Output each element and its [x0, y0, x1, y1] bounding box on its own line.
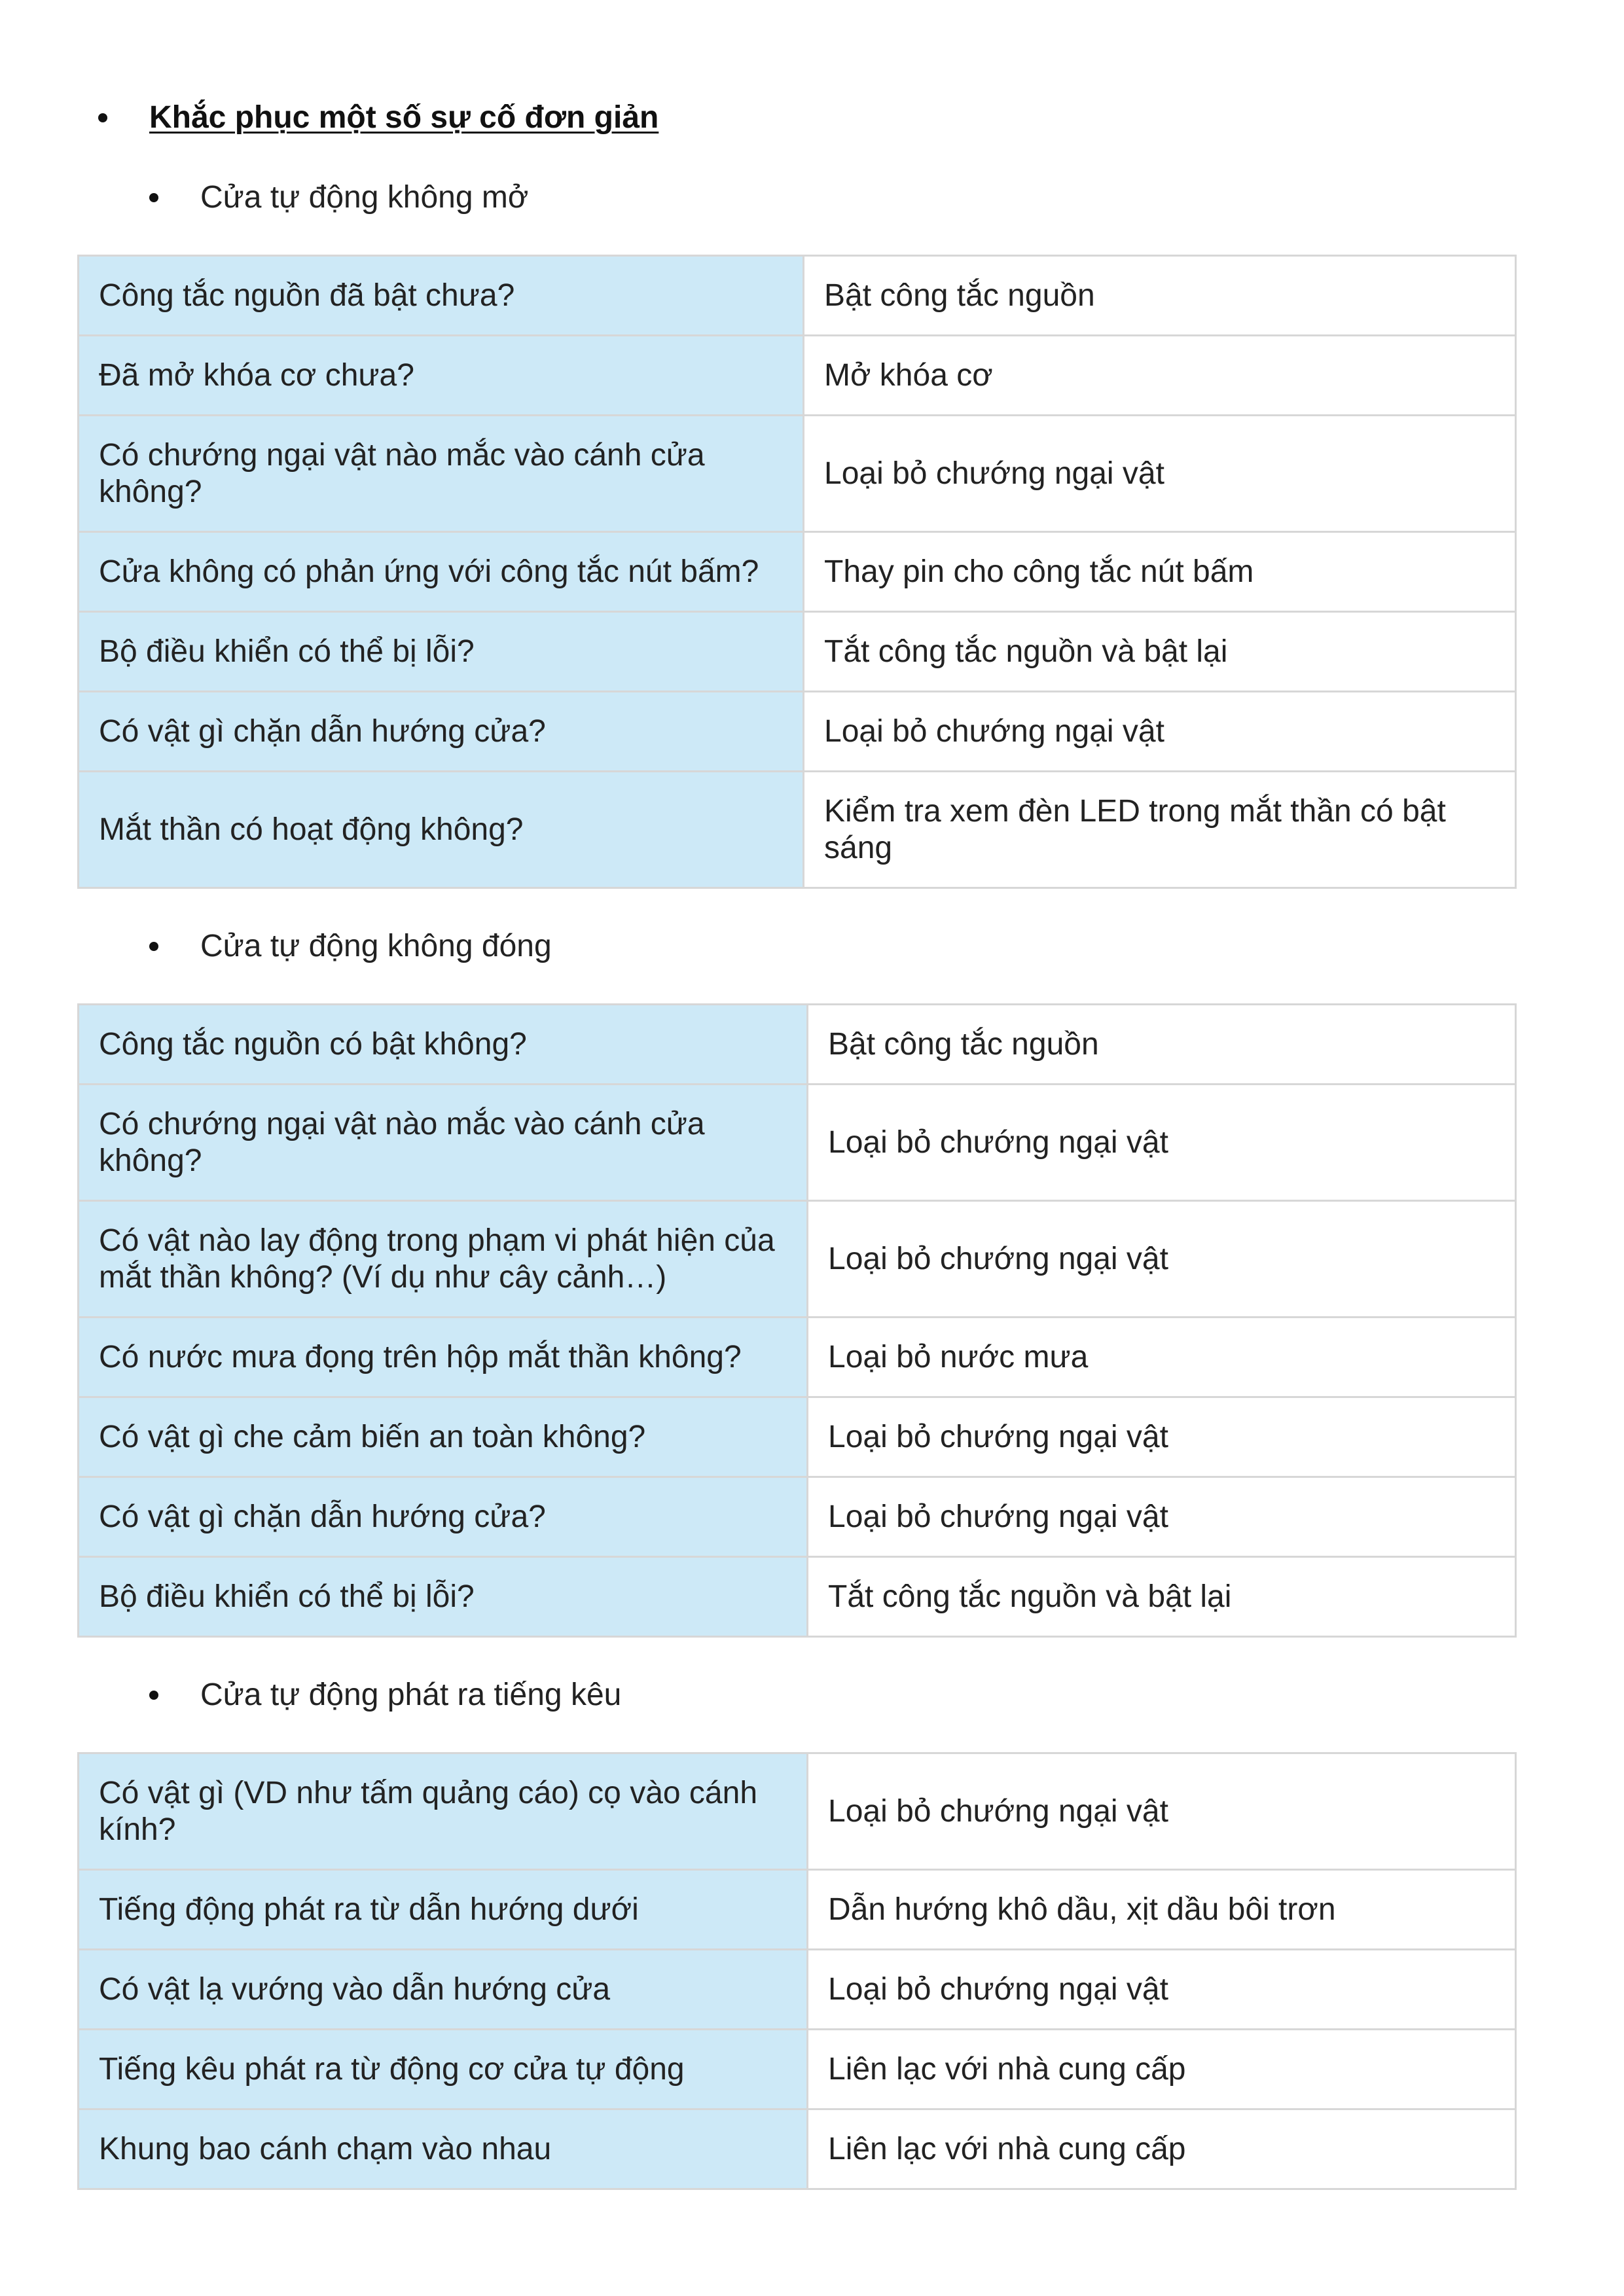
table-row	[79, 772, 1516, 888]
question-cell: Có chướng ngại vật nào mắc vào cánh cửa không?	[79, 416, 804, 532]
question-cell: Có vật gì chặn dẫn hướng cửa?	[79, 1477, 808, 1557]
section-title: Cửa tự động phát ra tiếng kêu	[200, 1677, 622, 1712]
solution-cell: Loại bỏ nước mưa	[808, 1318, 1516, 1397]
question-cell: Có vật lạ vướng vào dẫn hướng cửa	[79, 1950, 808, 2030]
question-cell: Công tắc nguồn có bật không?	[79, 1005, 808, 1085]
section-title: Cửa tự động không mở	[200, 180, 529, 215]
solution-cell: Bật công tắc nguồn	[808, 1005, 1516, 1085]
table-row	[79, 1397, 1516, 1477]
bullet-icon	[149, 1691, 158, 1700]
table-row	[79, 2030, 1516, 2109]
solution-cell: Tắt công tắc nguồn và bật lại	[808, 1557, 1516, 1637]
section-heading-not-opening	[149, 179, 528, 216]
table-row	[79, 1085, 1516, 1201]
question-cell: Tiếng kêu phát ra từ động cơ cửa tự động	[79, 2030, 808, 2109]
page-title: Khắc phục một số sự cố đơn giản	[149, 100, 659, 135]
table-row	[79, 416, 1516, 532]
solution-cell: Dẫn hướng khô dầu, xịt dầu bôi trơn	[808, 1870, 1516, 1950]
question-cell: Có chướng ngại vật nào mắc vào cánh cửa không?	[79, 1085, 808, 1201]
solution-cell: Loại bỏ chướng ngại vật	[808, 1397, 1516, 1477]
table-row	[79, 336, 1516, 416]
table-row	[79, 1201, 1516, 1318]
table-row	[79, 1005, 1516, 1085]
solution-cell: Kiểm tra xem đèn LED trong mắt thần có bật sáng	[804, 772, 1516, 888]
section-heading-noise	[149, 1677, 621, 1713]
bullet-icon	[149, 942, 158, 951]
table-row	[79, 1318, 1516, 1397]
section-title: Cửa tự động không đóng	[200, 929, 552, 963]
question-cell: Có vật gì (VD như tấm quảng cáo) cọ vào cánh kính?	[79, 1753, 808, 1870]
question-cell: Cửa không có phản ứng với công tắc nút bấm?	[79, 532, 804, 612]
question-cell: Có vật gì che cảm biến an toàn không?	[79, 1397, 808, 1477]
bullet-icon	[98, 113, 107, 122]
troubleshooting-table-noise	[77, 1752, 1517, 2190]
solution-cell: Loại bỏ chướng ngại vật	[808, 1477, 1516, 1557]
section-heading-not-closing	[149, 928, 552, 965]
table-row	[79, 1477, 1516, 1557]
question-cell: Công tắc nguồn đã bật chưa?	[79, 256, 804, 336]
table-row	[79, 1557, 1516, 1637]
solution-cell: Thay pin cho công tắc nút bấm	[804, 532, 1516, 612]
question-cell: Có nước mưa đọng trên hộp mắt thần không?	[79, 1318, 808, 1397]
solution-cell: Mở khóa cơ	[804, 336, 1516, 416]
question-cell: Tiếng động phát ra từ dẫn hướng dưới	[79, 1870, 808, 1950]
question-cell: Bộ điều khiển có thể bị lỗi?	[79, 1557, 808, 1637]
solution-cell: Loại bỏ chướng ngại vật	[808, 1201, 1516, 1318]
question-cell: Bộ điều khiển có thể bị lỗi?	[79, 612, 804, 692]
table-row	[79, 1950, 1516, 2030]
solution-cell: Loại bỏ chướng ngại vật	[804, 692, 1516, 772]
solution-cell: Liên lạc với nhà cung cấp	[808, 2030, 1516, 2109]
main-heading	[98, 99, 659, 136]
question-cell: Mắt thần có hoạt động không?	[79, 772, 804, 888]
question-cell: Có vật gì chặn dẫn hướng cửa?	[79, 692, 804, 772]
solution-cell: Bật công tắc nguồn	[804, 256, 1516, 336]
table-row	[79, 2109, 1516, 2189]
solution-cell: Loại bỏ chướng ngại vật	[808, 1753, 1516, 1870]
table-row	[79, 1753, 1516, 1870]
solution-cell: Loại bỏ chướng ngại vật	[808, 1950, 1516, 2030]
question-cell: Khung bao cánh chạm vào nhau	[79, 2109, 808, 2189]
troubleshooting-table-not-closing	[77, 1003, 1517, 1638]
solution-cell: Tắt công tắc nguồn và bật lại	[804, 612, 1516, 692]
question-cell: Có vật nào lay động trong phạm vi phát hiện của mắt thần không? (Ví dụ như cây cảnh…)	[79, 1201, 808, 1318]
table-row	[79, 256, 1516, 336]
troubleshooting-table-not-opening	[77, 255, 1517, 889]
solution-cell: Loại bỏ chướng ngại vật	[808, 1085, 1516, 1201]
table-row	[79, 1870, 1516, 1950]
table-row	[79, 532, 1516, 612]
bullet-icon	[149, 193, 158, 202]
solution-cell: Loại bỏ chướng ngại vật	[804, 416, 1516, 532]
question-cell: Đã mở khóa cơ chưa?	[79, 336, 804, 416]
solution-cell: Liên lạc với nhà cung cấp	[808, 2109, 1516, 2189]
table-row	[79, 612, 1516, 692]
table-row	[79, 692, 1516, 772]
